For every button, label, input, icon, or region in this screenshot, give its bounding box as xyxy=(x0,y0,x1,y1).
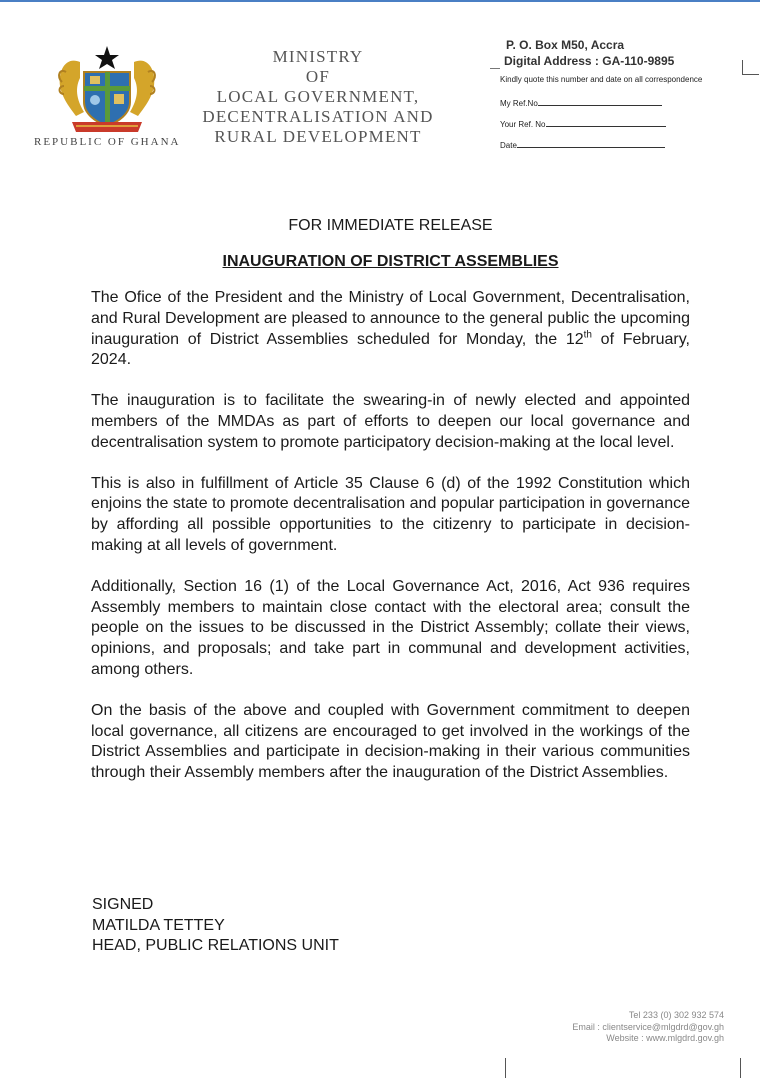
footer-website: Website : www.mlgdrd.gov.gh xyxy=(606,1033,724,1043)
paragraph-text: of February, 2024. xyxy=(91,330,691,369)
paragraph xyxy=(91,288,690,371)
my-ref-line xyxy=(500,97,662,108)
your-ref-label: Your Ref. No xyxy=(500,120,546,129)
your-ref-line xyxy=(500,118,666,129)
quote-instruction: Kindly quote this number and date on all correspondence xyxy=(500,75,703,84)
ministry-line: MINISTRY xyxy=(272,47,364,66)
press-release-body xyxy=(91,214,690,784)
page-corner-mark xyxy=(740,1058,759,1078)
top-border xyxy=(0,0,760,2)
date-line xyxy=(500,139,665,150)
signature-block xyxy=(92,895,339,957)
ghana-coat-of-arms-icon xyxy=(52,42,162,138)
signatory-title: HEAD, PUBLIC RELATIONS UNIT xyxy=(92,937,339,954)
release-label: FOR IMMEDIATE RELEASE xyxy=(288,217,493,234)
ministry-line: OF xyxy=(305,67,331,86)
paragraph: The inauguration is to facilitate the swearing-in of newly elected and appointed members of the MMDAs as part of efforts to deepen our local governance and decentralisation system to promote participatory decision-making at the local level. xyxy=(91,392,690,451)
ministry-line: DECENTRALISATION AND xyxy=(202,107,434,126)
digital-address: Digital Address : GA-110-9895 xyxy=(504,54,675,68)
paragraph: Additionally, Section 16 (1) of the Local Governance Act, 2016, Act 936 requires Assembly members to maintain close contact with the electoral area; consult the people on the issues to be discussed in the District Assembly; collate their views, opinions, and proposals; and take part in communal and development activities, among others. xyxy=(91,577,690,678)
footer-contact xyxy=(572,1010,724,1045)
my-ref-field xyxy=(538,97,662,106)
ministry-line: LOCAL GOVERNMENT, xyxy=(216,87,420,106)
date-field xyxy=(517,139,665,148)
my-ref-label: My Ref.No xyxy=(500,99,538,108)
release-heading: INAUGURATION OF DISTRICT ASSEMBLIES xyxy=(222,253,559,270)
paragraph: On the basis of the above and coupled with Government commitment to deepen local governance, all citizens are encouraged to get involved in the workings of the District Assemblies and participate in decision-making in their various communities through their Assembly members after the inauguration of the District Assemblies. xyxy=(91,701,690,782)
republic-label: REPUBLIC OF GHANA xyxy=(34,136,181,148)
signed-label: SIGNED xyxy=(92,896,154,913)
ministry-line: RURAL DEVELOPMENT xyxy=(214,127,422,146)
footer-tel: Tel 233 (0) 302 932 574 xyxy=(628,1010,724,1020)
signatory-name: MATILDA TETTEY xyxy=(92,916,225,934)
paragraph-text: The Ofice of the President and the Ministry of Local Government, Decentralisation, and Rural Development are pleased to announce to the general public the upcoming inauguration of District Assemblies scheduled for Monday, the 12 xyxy=(91,289,690,348)
page-corner-mark xyxy=(485,1058,506,1078)
date-label: Date xyxy=(500,141,517,150)
page-corner-mark xyxy=(742,60,759,75)
po-box: P. O. Box M50, Accra xyxy=(506,38,625,52)
divider xyxy=(490,68,500,69)
footer-email: Email : clientservice@mlgdrd@gov.gh xyxy=(572,1021,724,1032)
ministry-name xyxy=(186,47,450,147)
ordinal-suffix: th xyxy=(583,329,592,341)
your-ref-field xyxy=(546,118,666,127)
paragraph: This is also in fulfillment of Article 35 Clause 6 (d) of the 1992 Constitution which enjoins the state to promote decentralisation and popular participation in governance by affording all possible opportunities to the citizenry to participate in decision-making at all levels of government. xyxy=(91,474,690,554)
